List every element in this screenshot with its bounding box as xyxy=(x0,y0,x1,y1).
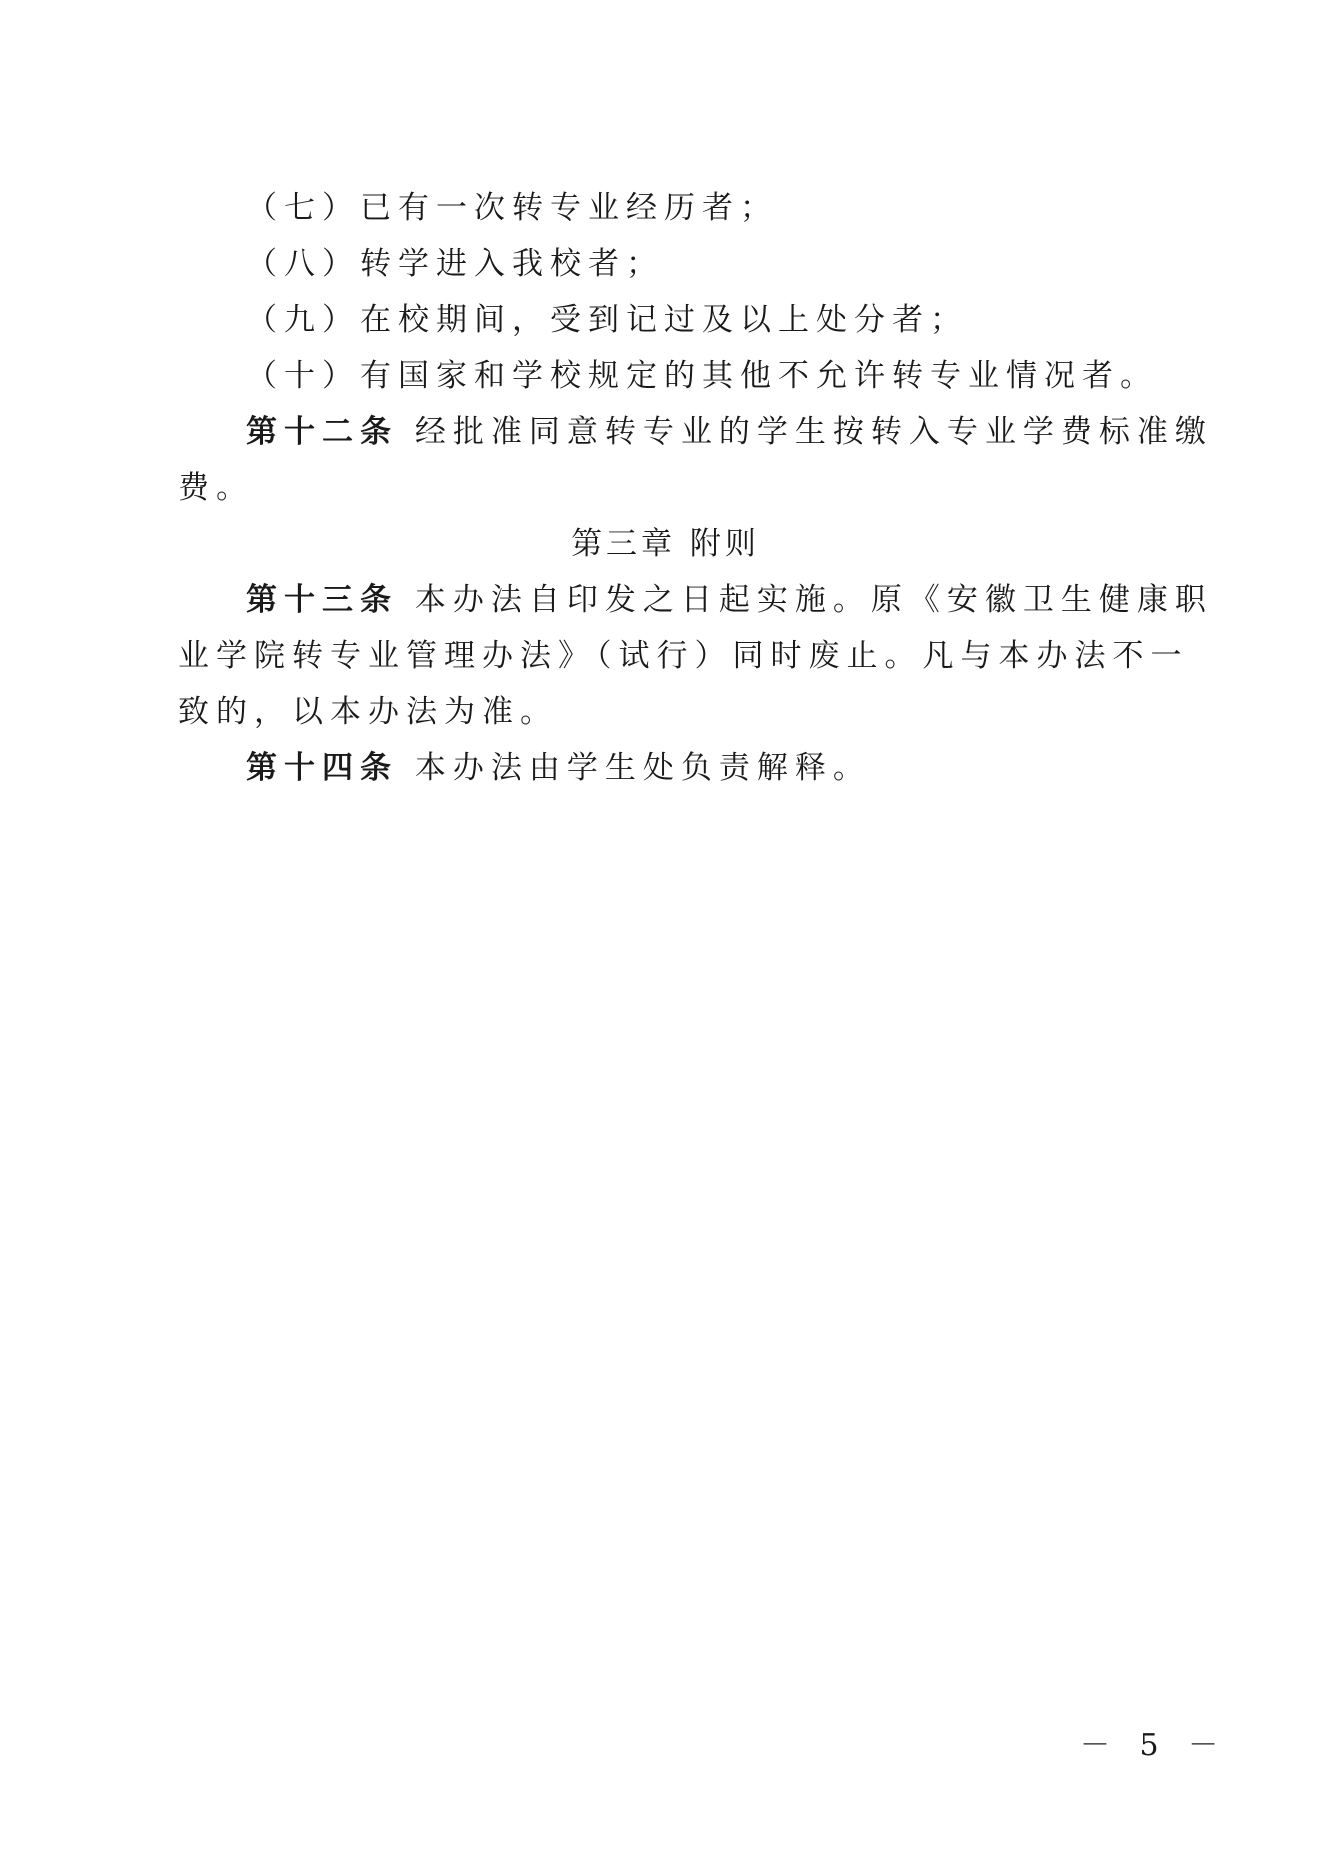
list-item-8: （八）转学进入我校者； xyxy=(246,246,664,282)
chapter-title: 第三章 附则 xyxy=(571,526,760,562)
article-12-text-line1: 经批准同意转专业的学生按转入专业学费标准缴 xyxy=(414,414,1213,450)
article-14-label: 第十四条 xyxy=(246,750,398,786)
article-13-text-line1: 本办法自印发之日起实施。原《安徽卫生健康职 xyxy=(414,582,1213,618)
list-item-10: （十）有国家和学校规定的其他不允许转专业情况者。 xyxy=(246,358,1158,394)
article-12-label: 第十二条 xyxy=(246,414,398,450)
document-body xyxy=(178,180,1213,796)
list-item-7: （七）已有一次转专业经历者； xyxy=(246,190,778,226)
article-13 xyxy=(178,572,1213,628)
article-14 xyxy=(178,740,1153,796)
article-13-text-line3: 致的，以本办法为准。 xyxy=(178,694,558,730)
article-14-text: 本办法由学生处负责解释。 xyxy=(414,750,871,786)
article-13-text-line2: 业学院转专业管理办法》（试行）同时废止。凡与本办法不一 xyxy=(178,638,1189,674)
article-13-label: 第十三条 xyxy=(246,582,398,618)
article-12 xyxy=(178,404,1213,460)
page-number: － 5 － xyxy=(1080,1728,1229,1763)
article-12-text-line2: 费。 xyxy=(178,470,254,506)
list-item-9: （九）在校期间，受到记过及以上处分者； xyxy=(246,302,968,338)
